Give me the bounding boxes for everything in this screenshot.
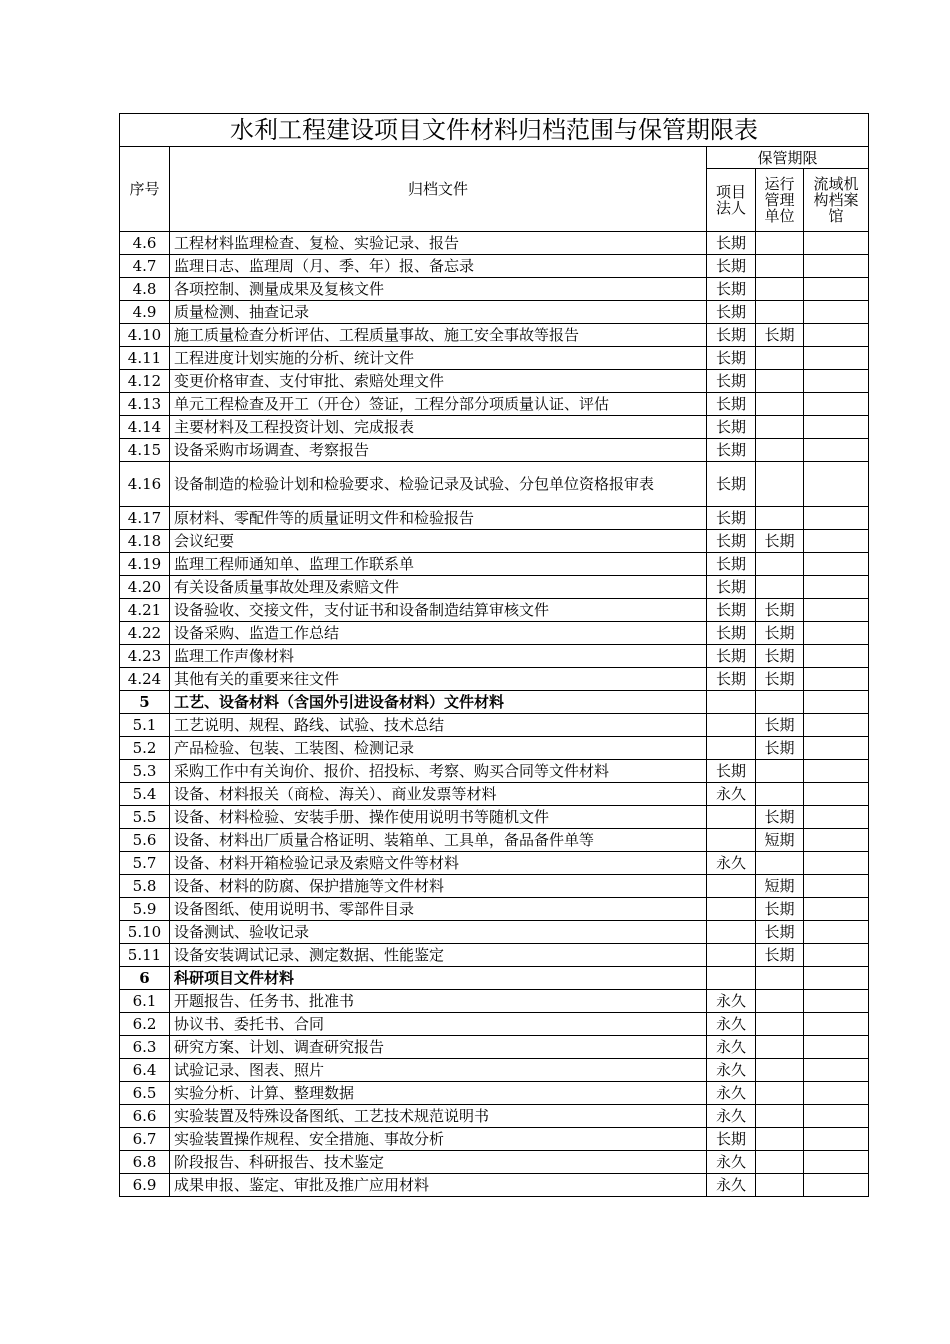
row-number: 4.15 bbox=[120, 439, 170, 462]
row-period-project-legal bbox=[707, 737, 756, 760]
row-document-name: 单元工程检查及开工（开仓）签证，工程分部分项质量认证、评估 bbox=[170, 393, 707, 416]
row-period-project-legal bbox=[707, 691, 756, 714]
row-number: 5.4 bbox=[120, 783, 170, 806]
row-period-operation-unit bbox=[756, 852, 804, 875]
header-basin-archive bbox=[804, 169, 869, 232]
table-row bbox=[120, 737, 869, 760]
row-period-project-legal bbox=[707, 944, 756, 967]
table-row bbox=[120, 1059, 869, 1082]
row-period-operation-unit: 长期 bbox=[756, 668, 804, 691]
table-row bbox=[120, 255, 869, 278]
row-number: 5.10 bbox=[120, 921, 170, 944]
row-period-basin-archive bbox=[804, 1082, 869, 1105]
row-period-project-legal: 长期 bbox=[707, 1128, 756, 1151]
row-number: 4.23 bbox=[120, 645, 170, 668]
row-document-name: 协议书、委托书、合同 bbox=[170, 1013, 707, 1036]
row-period-project-legal: 长期 bbox=[707, 553, 756, 576]
row-period-operation-unit bbox=[756, 1036, 804, 1059]
row-period-project-legal: 长期 bbox=[707, 576, 756, 599]
row-number: 4.11 bbox=[120, 347, 170, 370]
row-period-operation-unit bbox=[756, 1059, 804, 1082]
table-row bbox=[120, 829, 869, 852]
row-period-operation-unit: 长期 bbox=[756, 599, 804, 622]
row-document-name: 质量检测、抽查记录 bbox=[170, 301, 707, 324]
row-period-operation-unit bbox=[756, 1082, 804, 1105]
table-title: 水利工程建设项目文件材料归档范围与保管期限表 bbox=[120, 114, 869, 147]
row-document-name: 成果申报、鉴定、审批及推广应用材料 bbox=[170, 1174, 707, 1197]
row-number: 4.10 bbox=[120, 324, 170, 347]
row-document-name: 施工质量检查分析评估、工程质量事故、施工安全事故等报告 bbox=[170, 324, 707, 347]
row-period-operation-unit bbox=[756, 255, 804, 278]
row-document-name: 设备、材料报关（商检、海关）、商业发票等材料 bbox=[170, 783, 707, 806]
row-document-name: 设备图纸、使用说明书、零部件目录 bbox=[170, 898, 707, 921]
row-period-operation-unit: 长期 bbox=[756, 622, 804, 645]
row-period-project-legal: 永久 bbox=[707, 990, 756, 1013]
table-row bbox=[120, 324, 869, 347]
row-period-operation-unit: 长期 bbox=[756, 898, 804, 921]
row-document-name: 有关设备质量事故处理及索赔文件 bbox=[170, 576, 707, 599]
row-number: 4.13 bbox=[120, 393, 170, 416]
row-document-name: 设备、材料的防腐、保护措施等文件材料 bbox=[170, 875, 707, 898]
row-period-basin-archive bbox=[804, 875, 869, 898]
row-period-project-legal: 长期 bbox=[707, 232, 756, 255]
row-period-operation-unit bbox=[756, 967, 804, 990]
row-period-project-legal bbox=[707, 714, 756, 737]
row-period-basin-archive bbox=[804, 737, 869, 760]
row-document-name: 采购工作中有关询价、报价、招投标、考察、购买合同等文件材料 bbox=[170, 760, 707, 783]
row-document-name: 设备验收、交接文件，支付证书和设备制造结算审核文件 bbox=[170, 599, 707, 622]
row-document-name: 设备采购市场调查、考察报告 bbox=[170, 439, 707, 462]
row-document-name: 设备、材料出厂质量合格证明、装箱单、工具单，备品备件单等 bbox=[170, 829, 707, 852]
row-document-name: 其他有关的重要来往文件 bbox=[170, 668, 707, 691]
row-period-project-legal: 长期 bbox=[707, 645, 756, 668]
row-number: 4.16 bbox=[120, 462, 170, 507]
table-row bbox=[120, 783, 869, 806]
row-period-operation-unit bbox=[756, 783, 804, 806]
row-period-basin-archive bbox=[804, 1174, 869, 1197]
row-period-project-legal bbox=[707, 806, 756, 829]
row-document-name: 变更价格审查、支付审批、索赔处理文件 bbox=[170, 370, 707, 393]
row-period-basin-archive bbox=[804, 416, 869, 439]
table-row bbox=[120, 806, 869, 829]
row-period-project-legal: 永久 bbox=[707, 783, 756, 806]
row-period-operation-unit: 长期 bbox=[756, 324, 804, 347]
row-period-project-legal bbox=[707, 829, 756, 852]
table-row bbox=[120, 622, 869, 645]
table-row bbox=[120, 852, 869, 875]
row-document-name: 设备制造的检验计划和检验要求、检验记录及试验、分包单位资格报审表 bbox=[170, 462, 707, 507]
header-operation-unit bbox=[756, 169, 804, 232]
archive-table bbox=[119, 113, 869, 1197]
row-number: 6.4 bbox=[120, 1059, 170, 1082]
table-row bbox=[120, 1036, 869, 1059]
row-period-basin-archive bbox=[804, 783, 869, 806]
row-period-basin-archive bbox=[804, 576, 869, 599]
table-row bbox=[120, 944, 869, 967]
row-document-name: 监理工作声像材料 bbox=[170, 645, 707, 668]
table-row bbox=[120, 416, 869, 439]
row-document-name: 开题报告、任务书、批准书 bbox=[170, 990, 707, 1013]
row-number: 5.1 bbox=[120, 714, 170, 737]
row-number: 6.7 bbox=[120, 1128, 170, 1151]
row-period-operation-unit bbox=[756, 760, 804, 783]
header-operation-unit-text: 运行管理单位 bbox=[764, 175, 795, 225]
row-period-basin-archive bbox=[804, 393, 869, 416]
header-project-legal bbox=[707, 169, 756, 232]
row-period-basin-archive bbox=[804, 1105, 869, 1128]
row-period-project-legal: 长期 bbox=[707, 370, 756, 393]
table-row bbox=[120, 507, 869, 530]
row-period-operation-unit bbox=[756, 439, 804, 462]
row-period-project-legal bbox=[707, 967, 756, 990]
row-period-operation-unit bbox=[756, 1128, 804, 1151]
row-document-name: 设备、材料检验、安装手册、操作使用说明书等随机文件 bbox=[170, 806, 707, 829]
row-document-name: 实验分析、计算、整理数据 bbox=[170, 1082, 707, 1105]
row-period-basin-archive bbox=[804, 1013, 869, 1036]
row-period-operation-unit: 长期 bbox=[756, 737, 804, 760]
row-period-project-legal bbox=[707, 875, 756, 898]
row-number: 4.21 bbox=[120, 599, 170, 622]
row-period-basin-archive bbox=[804, 622, 869, 645]
row-period-basin-archive bbox=[804, 806, 869, 829]
row-period-operation-unit bbox=[756, 393, 804, 416]
header-doc: 归档文件 bbox=[170, 147, 707, 232]
row-document-name: 研究方案、计划、调查研究报告 bbox=[170, 1036, 707, 1059]
row-period-project-legal: 长期 bbox=[707, 347, 756, 370]
row-number: 6.9 bbox=[120, 1174, 170, 1197]
row-period-basin-archive bbox=[804, 760, 869, 783]
row-period-operation-unit bbox=[756, 1174, 804, 1197]
row-period-project-legal: 长期 bbox=[707, 622, 756, 645]
row-period-operation-unit bbox=[756, 232, 804, 255]
row-number: 4.24 bbox=[120, 668, 170, 691]
row-document-name: 工程进度计划实施的分析、统计文件 bbox=[170, 347, 707, 370]
row-document-name: 设备安装调试记录、测定数据、性能鉴定 bbox=[170, 944, 707, 967]
table-row bbox=[120, 875, 869, 898]
row-period-operation-unit bbox=[756, 347, 804, 370]
table-row bbox=[120, 1174, 869, 1197]
row-period-basin-archive bbox=[804, 921, 869, 944]
table-row bbox=[120, 301, 869, 324]
row-number: 4.9 bbox=[120, 301, 170, 324]
table-row bbox=[120, 599, 869, 622]
row-period-project-legal: 长期 bbox=[707, 439, 756, 462]
table-row bbox=[120, 1082, 869, 1105]
title-row bbox=[120, 114, 869, 147]
row-period-basin-archive bbox=[804, 645, 869, 668]
row-number: 4.18 bbox=[120, 530, 170, 553]
row-number: 6.2 bbox=[120, 1013, 170, 1036]
row-period-basin-archive bbox=[804, 462, 869, 507]
table-row bbox=[120, 645, 869, 668]
row-period-operation-unit bbox=[756, 507, 804, 530]
row-period-project-legal: 长期 bbox=[707, 301, 756, 324]
row-number: 5.3 bbox=[120, 760, 170, 783]
row-period-operation-unit bbox=[756, 1105, 804, 1128]
row-document-name: 设备采购、监造工作总结 bbox=[170, 622, 707, 645]
row-period-basin-archive bbox=[804, 232, 869, 255]
row-document-name: 实验装置及特殊设备图纸、工艺技术规范说明书 bbox=[170, 1105, 707, 1128]
row-period-basin-archive bbox=[804, 530, 869, 553]
row-number: 6 bbox=[120, 967, 170, 990]
row-document-name: 试验记录、图表、照片 bbox=[170, 1059, 707, 1082]
row-number: 5.9 bbox=[120, 898, 170, 921]
row-period-basin-archive bbox=[804, 829, 869, 852]
row-document-name: 监理日志、监理周（月、季、年）报、备忘录 bbox=[170, 255, 707, 278]
row-document-name: 会议纪要 bbox=[170, 530, 707, 553]
table-row bbox=[120, 714, 869, 737]
row-period-project-legal: 永久 bbox=[707, 1105, 756, 1128]
row-period-basin-archive bbox=[804, 944, 869, 967]
row-number: 6.5 bbox=[120, 1082, 170, 1105]
row-period-operation-unit bbox=[756, 370, 804, 393]
table-row bbox=[120, 1151, 869, 1174]
row-period-project-legal: 永久 bbox=[707, 1174, 756, 1197]
table-row bbox=[120, 439, 869, 462]
row-period-basin-archive bbox=[804, 990, 869, 1013]
row-period-project-legal: 长期 bbox=[707, 599, 756, 622]
row-period-operation-unit bbox=[756, 553, 804, 576]
row-period-operation-unit bbox=[756, 462, 804, 507]
row-period-basin-archive bbox=[804, 1151, 869, 1174]
row-number: 5.11 bbox=[120, 944, 170, 967]
table-row bbox=[120, 760, 869, 783]
row-period-basin-archive bbox=[804, 714, 869, 737]
row-period-project-legal: 长期 bbox=[707, 278, 756, 301]
table-row bbox=[120, 691, 869, 714]
row-period-basin-archive bbox=[804, 852, 869, 875]
table-row bbox=[120, 278, 869, 301]
row-document-name: 原材料、零配件等的质量证明文件和检验报告 bbox=[170, 507, 707, 530]
table-row bbox=[120, 1013, 869, 1036]
row-document-name: 科研项目文件材料 bbox=[170, 967, 707, 990]
row-document-name: 监理工程师通知单、监理工作联系单 bbox=[170, 553, 707, 576]
row-period-project-legal: 长期 bbox=[707, 324, 756, 347]
row-period-operation-unit: 长期 bbox=[756, 530, 804, 553]
row-number: 5.8 bbox=[120, 875, 170, 898]
row-period-project-legal: 长期 bbox=[707, 668, 756, 691]
header-project-legal-text: 项目法人 bbox=[715, 183, 746, 217]
row-period-project-legal: 长期 bbox=[707, 462, 756, 507]
row-period-operation-unit bbox=[756, 278, 804, 301]
row-number: 6.1 bbox=[120, 990, 170, 1013]
row-period-operation-unit: 短期 bbox=[756, 875, 804, 898]
header-basin-archive-text: 流域机构档案馆 bbox=[813, 175, 859, 225]
row-period-project-legal bbox=[707, 921, 756, 944]
row-period-operation-unit bbox=[756, 1013, 804, 1036]
row-period-project-legal: 长期 bbox=[707, 507, 756, 530]
table-row bbox=[120, 967, 869, 990]
row-number: 5.2 bbox=[120, 737, 170, 760]
header-period-group: 保管期限 bbox=[707, 147, 869, 169]
table-row bbox=[120, 370, 869, 393]
row-number: 4.7 bbox=[120, 255, 170, 278]
row-period-project-legal: 长期 bbox=[707, 416, 756, 439]
row-period-basin-archive bbox=[804, 439, 869, 462]
row-document-name: 设备、材料开箱检验记录及索赔文件等材料 bbox=[170, 852, 707, 875]
row-document-name: 各项控制、测量成果及复核文件 bbox=[170, 278, 707, 301]
row-number: 4.14 bbox=[120, 416, 170, 439]
row-period-operation-unit bbox=[756, 301, 804, 324]
row-period-project-legal: 永久 bbox=[707, 1013, 756, 1036]
table-row bbox=[120, 393, 869, 416]
row-number: 5.7 bbox=[120, 852, 170, 875]
row-period-project-legal: 永久 bbox=[707, 1036, 756, 1059]
row-period-basin-archive bbox=[804, 691, 869, 714]
row-period-operation-unit: 长期 bbox=[756, 921, 804, 944]
table-row bbox=[120, 668, 869, 691]
row-number: 4.12 bbox=[120, 370, 170, 393]
row-period-basin-archive bbox=[804, 507, 869, 530]
row-period-basin-archive bbox=[804, 599, 869, 622]
row-period-operation-unit: 长期 bbox=[756, 944, 804, 967]
row-period-project-legal: 长期 bbox=[707, 393, 756, 416]
row-period-basin-archive bbox=[804, 898, 869, 921]
table-row bbox=[120, 1105, 869, 1128]
row-number: 4.20 bbox=[120, 576, 170, 599]
row-period-basin-archive bbox=[804, 278, 869, 301]
row-period-basin-archive bbox=[804, 967, 869, 990]
row-number: 4.19 bbox=[120, 553, 170, 576]
row-period-basin-archive bbox=[804, 347, 869, 370]
table-row bbox=[120, 232, 869, 255]
table-row bbox=[120, 576, 869, 599]
table-row bbox=[120, 990, 869, 1013]
table-row bbox=[120, 921, 869, 944]
row-document-name: 设备测试、验收记录 bbox=[170, 921, 707, 944]
row-document-name: 实验装置操作规程、安全措施、事故分析 bbox=[170, 1128, 707, 1151]
row-period-project-legal: 长期 bbox=[707, 255, 756, 278]
row-period-basin-archive bbox=[804, 1128, 869, 1151]
table-row bbox=[120, 553, 869, 576]
row-period-operation-unit bbox=[756, 691, 804, 714]
row-document-name: 主要材料及工程投资计划、完成报表 bbox=[170, 416, 707, 439]
row-period-basin-archive bbox=[804, 1036, 869, 1059]
row-period-project-legal: 永久 bbox=[707, 1059, 756, 1082]
row-number: 4.6 bbox=[120, 232, 170, 255]
row-period-project-legal bbox=[707, 898, 756, 921]
row-period-basin-archive bbox=[804, 553, 869, 576]
row-period-basin-archive bbox=[804, 370, 869, 393]
row-number: 4.17 bbox=[120, 507, 170, 530]
row-period-operation-unit bbox=[756, 1151, 804, 1174]
row-document-name: 工艺、设备材料（含国外引进设备材料）文件材料 bbox=[170, 691, 707, 714]
row-period-project-legal: 永久 bbox=[707, 852, 756, 875]
row-period-basin-archive bbox=[804, 301, 869, 324]
row-document-name: 阶段报告、科研报告、技术鉴定 bbox=[170, 1151, 707, 1174]
row-document-name: 工程材料监理检查、复检、实验记录、报告 bbox=[170, 232, 707, 255]
row-number: 6.6 bbox=[120, 1105, 170, 1128]
row-period-project-legal: 长期 bbox=[707, 760, 756, 783]
row-period-operation-unit: 长期 bbox=[756, 714, 804, 737]
header-no: 序号 bbox=[120, 147, 170, 232]
table-row bbox=[120, 1128, 869, 1151]
row-period-project-legal: 永久 bbox=[707, 1151, 756, 1174]
row-period-operation-unit bbox=[756, 416, 804, 439]
table-row bbox=[120, 462, 869, 507]
row-number: 4.8 bbox=[120, 278, 170, 301]
row-period-operation-unit: 长期 bbox=[756, 806, 804, 829]
row-number: 5 bbox=[120, 691, 170, 714]
row-period-project-legal: 永久 bbox=[707, 1082, 756, 1105]
table-row bbox=[120, 530, 869, 553]
row-document-name: 工艺说明、规程、路线、试验、技术总结 bbox=[170, 714, 707, 737]
row-number: 4.22 bbox=[120, 622, 170, 645]
row-period-operation-unit bbox=[756, 990, 804, 1013]
row-document-name: 产品检验、包装、工装图、检测记录 bbox=[170, 737, 707, 760]
table-row bbox=[120, 347, 869, 370]
row-number: 5.5 bbox=[120, 806, 170, 829]
row-number: 6.3 bbox=[120, 1036, 170, 1059]
row-period-operation-unit: 长期 bbox=[756, 645, 804, 668]
row-number: 6.8 bbox=[120, 1151, 170, 1174]
row-period-basin-archive bbox=[804, 1059, 869, 1082]
row-period-project-legal: 长期 bbox=[707, 530, 756, 553]
row-period-basin-archive bbox=[804, 324, 869, 347]
row-period-basin-archive bbox=[804, 255, 869, 278]
row-period-operation-unit: 短期 bbox=[756, 829, 804, 852]
row-period-basin-archive bbox=[804, 668, 869, 691]
table-row bbox=[120, 898, 869, 921]
row-number: 5.6 bbox=[120, 829, 170, 852]
header-row-1 bbox=[120, 147, 869, 169]
row-period-operation-unit bbox=[756, 576, 804, 599]
